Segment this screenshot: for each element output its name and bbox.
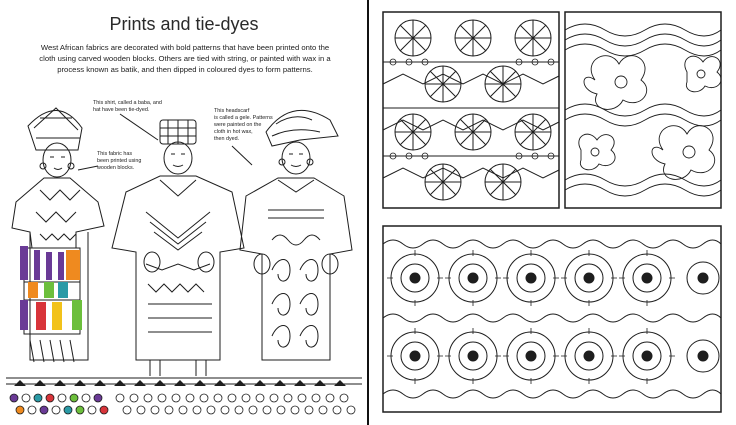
fan-pattern-panel bbox=[383, 12, 559, 208]
bottom-dot-border-outline bbox=[116, 394, 355, 414]
right-page bbox=[369, 0, 736, 425]
intro-line: process known as batik, and then dipped in coloured dyes to form patterns. bbox=[57, 65, 313, 74]
bottom-dot-border bbox=[10, 394, 108, 414]
triangle-border bbox=[14, 380, 346, 386]
pattern-panels bbox=[369, 0, 736, 425]
caption-baba: This shirt, called a baba, and hat have been tie-dyed. bbox=[93, 100, 162, 113]
intro-line: cloth using carved wooden blocks. Others are tied with string, or painted with wax in a bbox=[39, 54, 331, 63]
figure-man-baba bbox=[112, 120, 244, 376]
caption-gele: This headscarf is called a gele. Patterns were painted on the cloth in hot wax, then dyed. bbox=[214, 108, 273, 142]
floral-pattern-panel bbox=[565, 12, 721, 208]
intro-line: West African fabrics are decorated with bold patterns that have been printed onto the bbox=[40, 43, 330, 52]
green-teal-panel bbox=[36, 282, 82, 330]
page-title: Prints and tie-dyes bbox=[109, 14, 259, 34]
caption-block-print: This fabric has been printed using wooden blocks. bbox=[97, 151, 142, 171]
figure-woman-gele bbox=[240, 110, 352, 360]
rosette-pattern-panel bbox=[383, 226, 721, 412]
